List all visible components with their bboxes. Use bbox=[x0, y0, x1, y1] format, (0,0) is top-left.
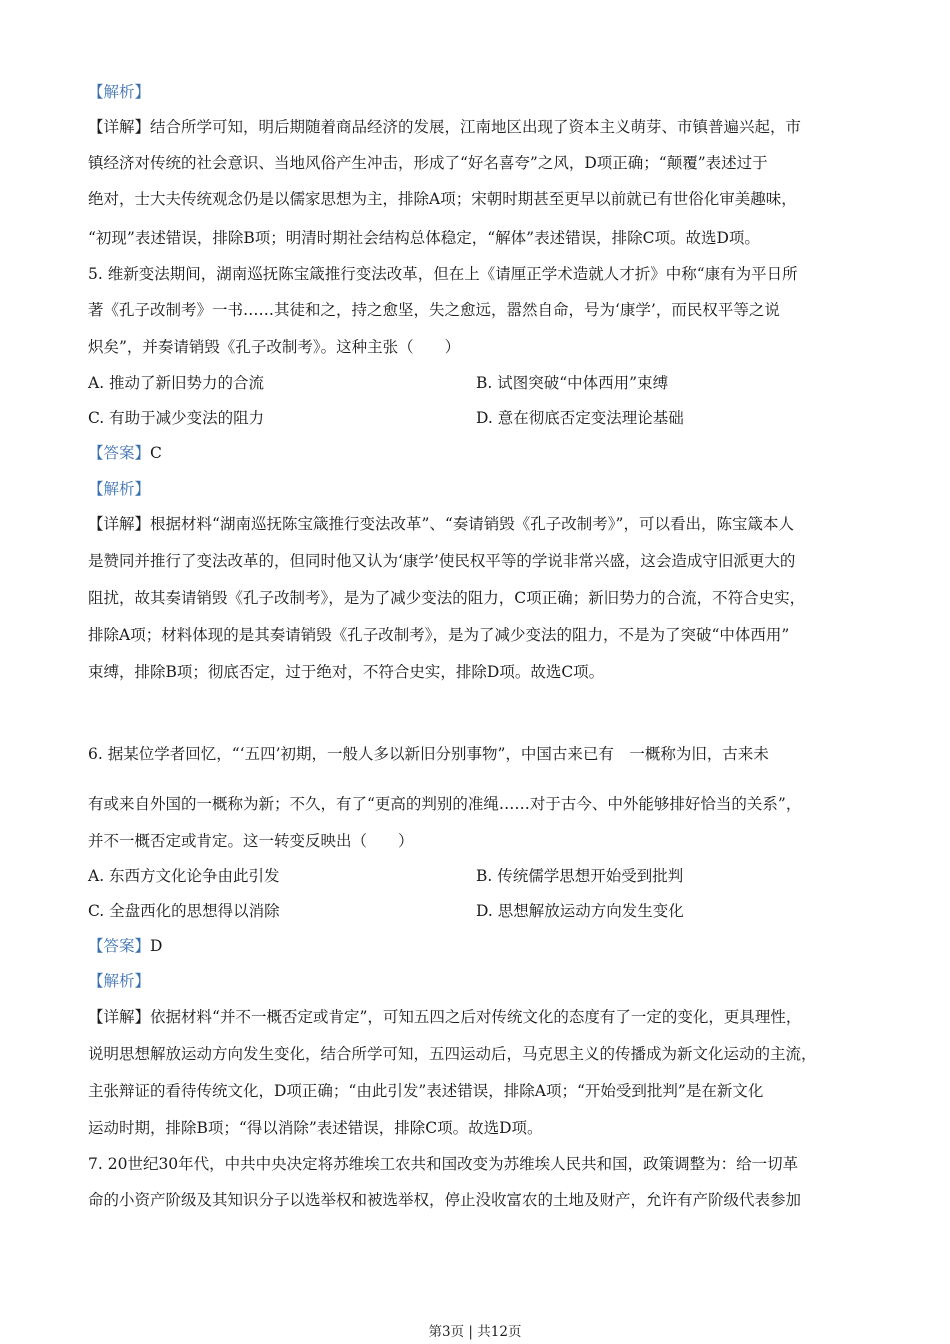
q6-detail-tag: 【详解】 bbox=[88, 1008, 151, 1026]
q6-detail-line-3: 主张辩证的看待传统文化，D项正确；“由此引发”表述错误，排除A项；“开始受到批判”是在新文化 bbox=[88, 1082, 764, 1100]
q6-answer-tag: 【答案】 bbox=[88, 937, 151, 955]
q4-detail-line-2: 镇经济对传统的社会意识、当地风俗产生冲击，形成了“好名喜夸”之风，D项正确；“颠覆”表述过于 bbox=[88, 154, 768, 172]
q6-answer bbox=[88, 936, 868, 956]
q5-answer-value: C bbox=[150, 444, 162, 462]
q6-stem-line-1: 6. 据某位学者回忆，“‘五四’初期，一般人多以新旧分别事物”，中国古来已有 一概称为旧，古来未 bbox=[88, 745, 769, 763]
page-footer: 第3页 | 共12页 bbox=[428, 1324, 522, 1340]
q5-answer-tag: 【答案】 bbox=[88, 444, 151, 462]
q6-option-a: A. 东西方文化论争由此引发 bbox=[88, 867, 280, 885]
q4-detail-tag: 【详解】 bbox=[88, 118, 151, 136]
q5-option-c: C. 有助于减少变法的阻力 bbox=[88, 409, 265, 427]
q6-analysis-tag: 【解析】 bbox=[88, 972, 151, 990]
q4-detail-line-1: 【详解】结合所学可知，明后期随着商品经济的发展，江南地区出现了资本主义萌芽、市镇普遍兴起，市 bbox=[88, 118, 802, 136]
q5-option-b: B. 试图突破“中体西用”束缚 bbox=[476, 374, 669, 392]
q5-detail-line-5: 束缚，排除B项；彻底否定，过于绝对，不符合史实，排除D项。故选C项。 bbox=[88, 663, 605, 681]
q6-option-c: C. 全盘西化的思想得以消除 bbox=[88, 902, 280, 920]
q4-detail-line-3: 绝对，士大夫传统观念仍是以儒家思想为主，排除A项；宋朝时期甚至更早以前就已有世俗化审美趣味， bbox=[88, 190, 797, 208]
q4-analysis-tag: 【解析】 bbox=[88, 83, 151, 101]
q5-option-d: D. 意在彻底否定变法理论基础 bbox=[476, 409, 684, 427]
q6-stem-line-3: 并不一概否定或肯定。这一转变反映出（ ） bbox=[88, 832, 414, 850]
q5-stem-line-3: 炽矣”，并奏请销毁《孔子改制考》。这种主张（ ） bbox=[88, 338, 461, 356]
q4-detail-line-4: “初现”表述错误，排除B项；明清时期社会结构总体稳定，“解体”表述错误，排除C项。故选D项。 bbox=[88, 229, 760, 247]
q5-answer bbox=[88, 443, 868, 463]
q6-detail-line-1: 【详解】依据材料“并不一概否定或肯定”，可知五四之后对传统文化的态度有了一定的变化，更具理性， bbox=[88, 1008, 802, 1026]
q6-detail-line-4: 运动时期，排除B项；“得以消除”表述错误，排除C项。故选D项。 bbox=[88, 1119, 543, 1137]
q7-stem-line-2: 命的小资产阶级及其知识分子以选举权和被选举权，停止没收富农的土地及财产，允许有产阶级代表参加 bbox=[88, 1191, 802, 1209]
q5-detail-line-3: 阻扰，故其奏请销毁《孔子改制考》，是为了减少变法的阻力，C项正确；新旧势力的合流，不符合史实， bbox=[88, 589, 806, 607]
q6-detail-line-2: 说明思想解放运动方向发生变化，结合所学可知，五四运动后，马克思主义的传播成为新文化运动的主流， bbox=[88, 1045, 817, 1063]
q6-answer-value: D bbox=[150, 937, 163, 955]
q5-stem-line-1: 5. 维新变法期间，湖南巡抚陈宝箴推行变法改革，但在上《请厘正学术造就人才折》中称“康有为平日所 bbox=[88, 265, 798, 283]
q6-option-b: B. 传统儒学思想开始受到批判 bbox=[476, 867, 684, 885]
q5-stem-line-2: 著《孔子改制考》一书……其徒和之，持之愈坚，失之愈远，嚣然自命，号为‘康学’，而民权平等之说 bbox=[88, 301, 780, 319]
q5-detail-line-2: 是赞同并推行了变法改革的，但同时他又认为‘康学’使民权平等的学说非常兴盛，这会造成守旧派更大的 bbox=[88, 552, 796, 570]
q5-detail-tag: 【详解】 bbox=[88, 515, 151, 533]
q5-detail-line-4: 排除A项；材料体现的是其奏请销毁《孔子改制考》，是为了减少变法的阻力，不是为了突破“中体西用” bbox=[88, 626, 790, 644]
q6-stem-line-2: 有或来自外国的一概称为新；不久，有了“更高的判别的准绳……对于古今、中外能够排好恰当的关系”， bbox=[88, 795, 802, 813]
q6-option-d: D. 思想解放运动方向发生变化 bbox=[476, 902, 684, 920]
q5-detail-line-1: 【详解】根据材料“湖南巡抚陈宝箴推行变法改革”、“奏请销毁《孔子改制考》”，可以看出，陈宝箴本人 bbox=[88, 515, 794, 533]
q5-option-a: A. 推动了新旧势力的合流 bbox=[88, 374, 265, 392]
q5-analysis-tag: 【解析】 bbox=[88, 480, 151, 498]
q7-stem-line-1: 7. 20世纪30年代，中共中央决定将苏维埃工农共和国改变为苏维埃人民共和国，政策调整为：给一切革 bbox=[88, 1155, 799, 1173]
